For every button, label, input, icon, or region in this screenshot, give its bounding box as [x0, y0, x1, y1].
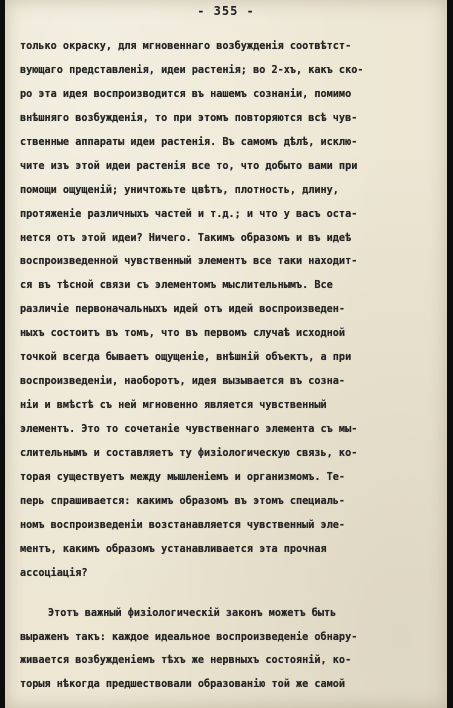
text-line: внѣшняго возбужденія, то при этомъ повторяются всѣ чув-: [20, 112, 358, 124]
text-line: слительнымъ и составляетъ ту физіологическую связь, ко-: [20, 447, 358, 459]
text-line: чите изъ этой идеи растенія все то, что добыто вами при: [20, 160, 358, 172]
paragraph-gap: [20, 586, 438, 602]
text-line: только окраску, для мгновеннаго возбужденія соотвѣтст-: [20, 41, 352, 52]
text-line: ро эта идея воспроизводится въ нашемъ сознаніи, помимо: [20, 88, 352, 100]
text-line: воспроизведенной чувственный элементъ все таки находит-: [20, 256, 358, 268]
text-line: ныхъ состоитъ въ томъ, что въ первомъ случаѣ исходной: [20, 328, 346, 340]
text-line: торыя нѣкогда предшествовали образованію той же самой: [20, 679, 346, 691]
text-line: номъ воспроизведеніи возстанавляется чувственный эле-: [20, 519, 346, 531]
text-line: протяженіе различныхъ частей и т.д.; и что у васъ оста-: [20, 208, 358, 220]
page-number: - 355 -: [197, 4, 255, 18]
text-line: выраженъ такъ: каждое идеальное воспроизведеніе обнару-: [20, 631, 358, 643]
text-line: ственные аппараты идеи растенія. Въ самомъ дѣлѣ, исклю-: [20, 136, 358, 148]
text-line: различіе первоначальныхъ идей отъ идей воспроизведен-: [20, 304, 346, 316]
text-line: помощи ощущеній; уничтожьте цвѣтъ, плотность, длину,: [20, 184, 339, 196]
body-text: [20, 35, 438, 697]
text-line: перь спрашивается: какимъ образомъ въ этомъ специаль-: [20, 495, 346, 507]
text-line: ассоціація?: [20, 567, 88, 579]
text-line: элементъ. Это то сочетаніе чувственнаго элемента съ мы-: [20, 424, 358, 435]
text-line: вующаго представленія, идеи растенія; во 2-хъ, какъ ско-: [20, 64, 364, 76]
text-line: воспроизведеніи, наоборотъ, идея вызывается въ созна-: [20, 376, 346, 388]
text-line: нется отъ этой идеи? Ничего. Такимъ образомъ и въ идеѣ: [20, 232, 352, 244]
text-line: точкой всегда бываетъ ощущеніе, внѣшній объектъ, а при: [20, 352, 352, 364]
text-line: живается возбужденіемъ тѣхъ же нервныхъ состояній, ко-: [20, 655, 352, 667]
text-line: ментъ, какимъ образомъ устанавливается эта прочная: [20, 543, 327, 555]
text-line: ся въ тѣсной связи съ элементомъ мыслительнымъ. Все: [20, 280, 333, 292]
document-page: [5, 0, 447, 708]
paragraph-first-line: Этотъ важный физіологическій законъ можетъ быть: [48, 607, 337, 619]
text-line: торая существуетъ между мышленіемъ и организмомъ. Те-: [20, 471, 346, 483]
text-line: ніи и вмѣстѣ съ ней мгновенно является чувственный: [20, 400, 327, 412]
